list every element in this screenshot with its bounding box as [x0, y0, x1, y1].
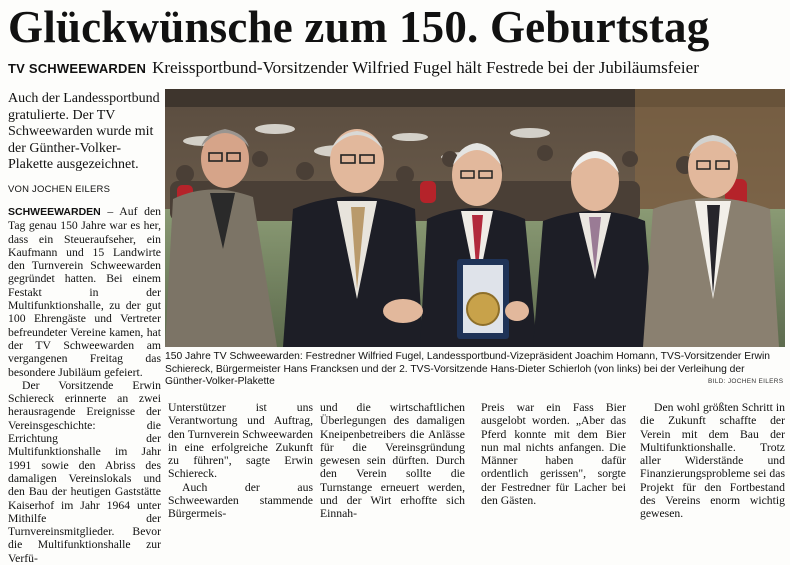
paragraph: Unterstützer ist uns Verantwortung und Auftrag, den Turnverein Schweewarden in eine erfolgreiche Zukunft zu führen", sagte Erwin Schiereck. [168, 401, 313, 481]
article-column-1 [8, 205, 161, 565]
subtitle: Kreissportbund-Vorsitzender Wilfried Fugel hält Festrede bei der Jubiläumsfeier [152, 58, 699, 77]
subline [8, 58, 788, 80]
paragraph [8, 205, 161, 379]
dateline: SCHWEEWARDEN [8, 206, 101, 218]
article-column-2 [168, 401, 313, 521]
article-column-4 [481, 401, 626, 508]
headline: Glückwünsche zum 150. Geburtstag [8, 2, 710, 52]
paragraph-text: – Auf den Tag genau 150 Jahre war es her, dass ein Steueraufseher, ein Kaufmann und 15 Landwirte den Turnverein Schweewarden gegründet hatten. Bei einem Festakt in der Multifunktionshalle, zu der gut 100 Ehrengäste und Vertreter befreundeter Vereine kamen, hat der TV Schweewarden am vergangenen Freitag das besondere Jubiläum gefeiert. [8, 205, 161, 379]
paragraph: Der Vorsitzende Erwin Schiereck erinnerte an zwei herausragende Ereignisse der Vereinsgeschichte: die Errichtung der Multifunktionshalle im Jahr 1991 sowie den Abriss des damaligen Vereinslokals und den Bau der heutigen Gaststätte Kaiserhof im Jahr 1964 unter Mithilfe der Turnvereinsmitglieder. Bevor die Multifunktionshalle zur Verfü- [8, 378, 161, 565]
kicker: TV SCHWEEWARDEN [8, 61, 147, 76]
paragraph: und die wirtschaftlichen Überlegungen des damaligen Kneipenbetreibers die Anlässe für die Vereinsgründung gewesen sein dürften. Durch den Verein sollte die Turnstange erneuert werden, und der Wirt erhoffte sich Einnah- [320, 401, 465, 521]
photo-illustration [165, 89, 785, 347]
plaque-case [457, 259, 509, 339]
photo-credit: BILD: JOCHEN EILERS [708, 378, 784, 385]
article-column-3 [320, 401, 465, 521]
article-photo [165, 89, 785, 347]
photo-caption: 150 Jahre TV Schweewarden: Festredner Wilfried Fugel, Landessportbund-Vizepräsident Joachim Homann, TVS-Vorsitzender Erwin Schiereck, Bürgermeister Hans Francksen und der 2. TVS-Vorsitzende Hans-Dieter Schierloh (von links) bei der Verleihung der Günther-Volker-Plakette [165, 351, 770, 387]
byline: VON JOCHEN EILERS [8, 184, 111, 195]
article-column-5 [640, 401, 785, 521]
lead-paragraph: Auch der Landessportbund gratulierte. Der TV Schweewarden wurde mit der Günther-Volker-Plakette ausgezeichnet. [8, 91, 160, 172]
paragraph: Preis war ein Fass Bier ausgelobt worden. „Aber das Pferd konnte mit dem Bier nun mal nichts anfangen. Die Männer haben dafür ordentlich gerissen", sorgte der Festredner für Lacher bei den Gästen. [481, 401, 626, 508]
paragraph: Den wohl größten Schritt in die Zukunft schaffte der Verein mit dem Bau der Multifunktionshalle. Trotz aller Widerstände und Finanzierungsprobleme sei das Projekt für den Fortbestand des Vereins enorm wichtig gewesen. [640, 401, 785, 521]
paragraph: Auch der aus Schweewarden stammende Bürgermeis- [168, 480, 313, 521]
